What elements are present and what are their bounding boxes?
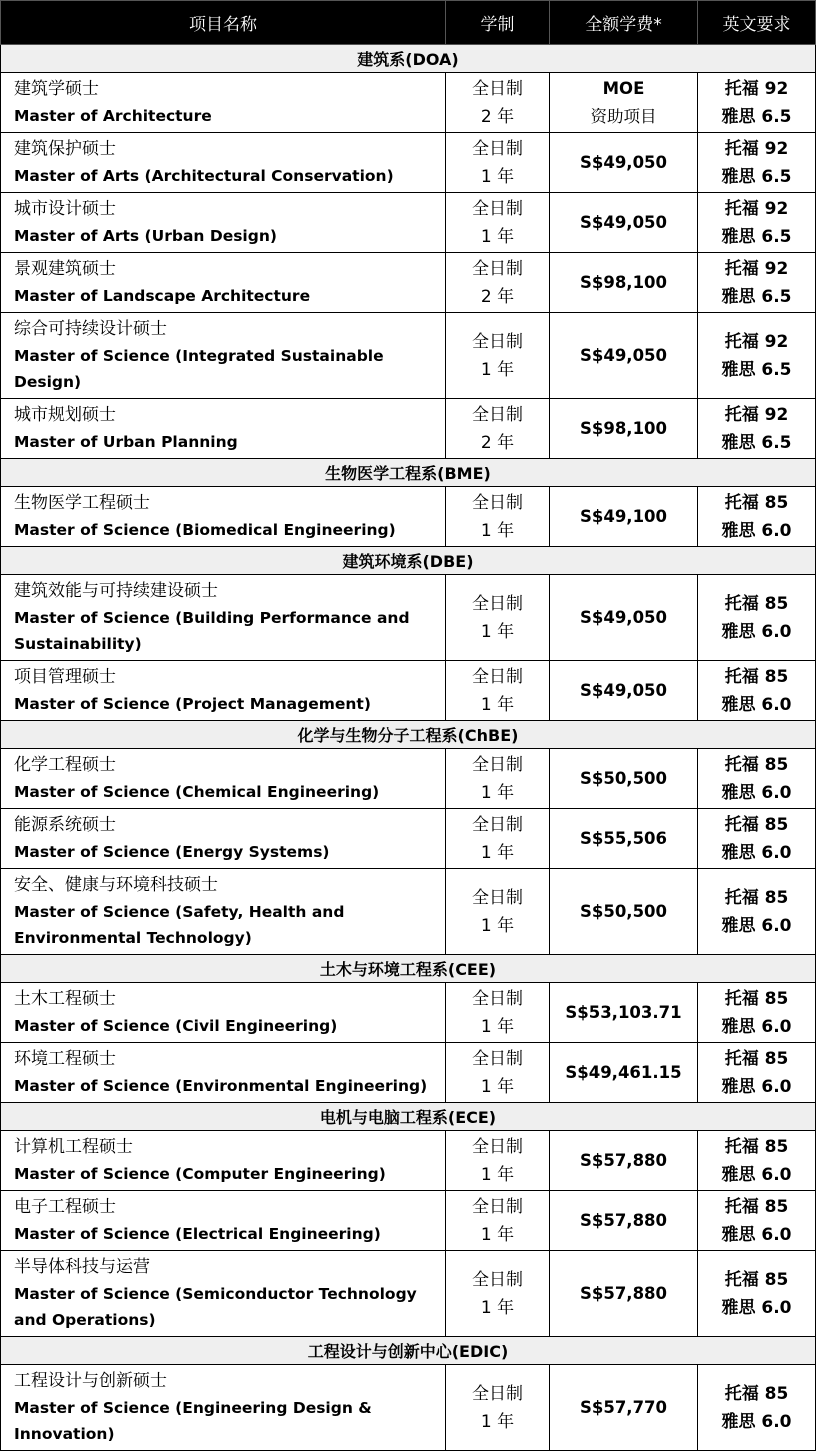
program-name-cell: [1, 399, 446, 459]
program-name-chinese: 工程设计与创新硕士: [14, 1371, 167, 1391]
english-requirement-cell: [698, 1251, 816, 1337]
table-body: [1, 45, 816, 1451]
program-name-english: Master of Science (Semiconductor Technology and Operations): [14, 1285, 417, 1329]
program-name-cell: [1, 73, 446, 133]
study-duration: 1 年: [480, 1297, 515, 1318]
program-name-english: Master of Urban Planning: [14, 433, 238, 451]
study-duration: 1 年: [480, 842, 515, 863]
study-mode-cell: [446, 809, 550, 869]
tuition-fee-cell: [550, 869, 698, 955]
program-name-chinese: 电子工程硕士: [14, 1197, 116, 1217]
department-title: 电机与电脑工程系(ECE): [1, 1103, 816, 1131]
tuition-fee-note: MOE: [602, 78, 645, 98]
tuition-fee-value: S$57,880: [579, 1210, 668, 1230]
program-name-english: Master of Science (Biomedical Engineering): [14, 521, 396, 539]
toefl-requirement: 托福 85: [724, 492, 789, 513]
study-mode-cell: [446, 1191, 550, 1251]
toefl-requirement: 托福 85: [724, 593, 789, 614]
program-name-cell: [1, 1131, 446, 1191]
header-study-mode: 学制: [446, 1, 550, 45]
study-duration: 1 年: [480, 226, 515, 247]
section-header-row: [1, 721, 816, 749]
program-name-chinese: 能源系统硕士: [14, 815, 116, 835]
study-mode-cell: [446, 487, 550, 547]
table-row: [1, 749, 816, 809]
tuition-fee-value: S$49,050: [579, 680, 668, 700]
toefl-requirement: 托福 92: [724, 331, 789, 352]
study-mode-cell: [446, 983, 550, 1043]
study-mode: 全日制: [472, 404, 523, 425]
program-name-cell: [1, 253, 446, 313]
tuition-fee-value: S$50,500: [579, 901, 668, 921]
study-mode-cell: [446, 73, 550, 133]
study-duration: 1 年: [480, 1411, 515, 1432]
program-name-chinese: 建筑效能与可持续建设硕士: [14, 581, 218, 601]
section-header-row: [1, 1103, 816, 1131]
english-requirement-cell: [698, 809, 816, 869]
ielts-requirement: 雅思 6.0: [721, 694, 792, 715]
toefl-requirement: 托福 85: [724, 1269, 789, 1290]
program-name-english: Master of Science (Safety, Health and Environmental Technology): [14, 903, 345, 947]
table-row: [1, 661, 816, 721]
tuition-fee-value: S$57,880: [579, 1150, 668, 1170]
study-mode: 全日制: [472, 1383, 523, 1404]
program-name-cell: [1, 487, 446, 547]
program-name-cell: [1, 1365, 446, 1451]
program-name-english: Master of Science (Electrical Engineering): [14, 1225, 381, 1243]
study-mode: 全日制: [472, 988, 523, 1009]
english-requirement-cell: [698, 1043, 816, 1103]
program-name-chinese: 土木工程硕士: [14, 989, 116, 1009]
toefl-requirement: 托福 92: [724, 138, 789, 159]
tuition-fee-value: S$49,050: [579, 607, 668, 627]
study-mode: 全日制: [472, 1136, 523, 1157]
study-mode: 全日制: [472, 138, 523, 159]
study-mode-cell: [446, 313, 550, 399]
study-duration: 1 年: [480, 915, 515, 936]
toefl-requirement: 托福 85: [724, 1048, 789, 1069]
study-mode: 全日制: [472, 1269, 523, 1290]
department-title: 生物医学工程系(BME): [1, 459, 816, 487]
ielts-requirement: 雅思 6.0: [721, 1016, 792, 1037]
program-name-cell: [1, 983, 446, 1043]
toefl-requirement: 托福 85: [724, 887, 789, 908]
tuition-fee-cell: [550, 73, 698, 133]
study-mode: 全日制: [472, 1048, 523, 1069]
toefl-requirement: 托福 85: [724, 988, 789, 1009]
program-name-english: Master of Landscape Architecture: [14, 287, 311, 305]
ielts-requirement: 雅思 6.0: [721, 520, 792, 541]
header-full-tuition: 全额学费*: [550, 1, 698, 45]
program-name-chinese: 建筑保护硕士: [14, 139, 116, 159]
english-requirement-cell: [698, 1191, 816, 1251]
study-mode-cell: [446, 1131, 550, 1191]
section-header-row: [1, 45, 816, 73]
program-name-cell: [1, 313, 446, 399]
tuition-fee-value: S$49,050: [579, 152, 668, 172]
program-name-chinese: 化学工程硕士: [14, 755, 116, 775]
study-mode-cell: [446, 575, 550, 661]
ielts-requirement: 雅思 6.0: [721, 1224, 792, 1245]
tuition-fee-cell: [550, 253, 698, 313]
table-row: [1, 809, 816, 869]
program-name-chinese: 半导体科技与运营: [14, 1257, 150, 1277]
study-mode: 全日制: [472, 754, 523, 775]
study-mode-cell: [446, 193, 550, 253]
english-requirement-cell: [698, 1131, 816, 1191]
tuition-fee-cell: [550, 749, 698, 809]
study-duration: 1 年: [480, 621, 515, 642]
program-name-english: Master of Science (Civil Engineering): [14, 1017, 338, 1035]
tuition-fee-cell: [550, 1191, 698, 1251]
table-row: [1, 253, 816, 313]
tuition-fee-value: S$57,770: [579, 1397, 668, 1417]
study-mode: 全日制: [472, 331, 523, 352]
english-requirement-cell: [698, 399, 816, 459]
study-mode: 全日制: [472, 258, 523, 279]
tuition-fee-cell: [550, 133, 698, 193]
study-duration: 1 年: [480, 359, 515, 380]
ielts-requirement: 雅思 6.5: [721, 286, 792, 307]
toefl-requirement: 托福 85: [724, 1196, 789, 1217]
program-name-english: Master of Science (Building Performance and Sustainability): [14, 609, 410, 653]
study-mode-cell: [446, 133, 550, 193]
table-row: [1, 869, 816, 955]
ielts-requirement: 雅思 6.0: [721, 1297, 792, 1318]
study-mode-cell: [446, 399, 550, 459]
program-name-chinese: 生物医学工程硕士: [14, 493, 150, 513]
program-name-cell: [1, 1043, 446, 1103]
header-program-name: 项目名称: [1, 1, 446, 45]
program-name-chinese: 城市规划硕士: [14, 405, 116, 425]
toefl-requirement: 托福 85: [724, 1136, 789, 1157]
program-name-english: Master of Arts (Architectural Conservation): [14, 167, 394, 185]
tuition-fee-cell: [550, 575, 698, 661]
tuition-fee-cell: [550, 1043, 698, 1103]
toefl-requirement: 托福 85: [724, 754, 789, 775]
program-name-cell: [1, 869, 446, 955]
study-mode-cell: [446, 253, 550, 313]
table-row: [1, 313, 816, 399]
tuition-fee-value: S$55,506: [579, 828, 668, 848]
study-mode: 全日制: [472, 814, 523, 835]
section-header-row: [1, 459, 816, 487]
program-name-english: Master of Science (Engineering Design & Innovation): [14, 1399, 372, 1443]
program-name-chinese: 安全、健康与环境科技硕士: [14, 875, 218, 895]
program-name-english: Master of Science (Project Management): [14, 695, 371, 713]
tuition-fee-cell: [550, 661, 698, 721]
english-requirement-cell: [698, 73, 816, 133]
program-name-english: Master of Science (Computer Engineering): [14, 1165, 386, 1183]
tuition-fee-cell: [550, 487, 698, 547]
program-name-english: Master of Science (Chemical Engineering): [14, 783, 380, 801]
tuition-fee-value: S$50,500: [579, 768, 668, 788]
table-row: [1, 983, 816, 1043]
tuition-fee-cell: [550, 809, 698, 869]
tuition-fee-cell: [550, 983, 698, 1043]
english-requirement-cell: [698, 661, 816, 721]
section-header-row: [1, 547, 816, 575]
tuition-fee-value: S$57,880: [579, 1283, 668, 1303]
tuition-fee-cell: [550, 399, 698, 459]
toefl-requirement: 托福 92: [724, 404, 789, 425]
tuition-fee-value: S$49,050: [579, 345, 668, 365]
tuition-fee-value: S$49,050: [579, 212, 668, 232]
study-duration: 1 年: [480, 520, 515, 541]
toefl-requirement: 托福 92: [724, 258, 789, 279]
table-row: [1, 1043, 816, 1103]
study-duration: 1 年: [480, 782, 515, 803]
department-title: 建筑环境系(DBE): [1, 547, 816, 575]
toefl-requirement: 托福 85: [724, 666, 789, 687]
study-mode-cell: [446, 661, 550, 721]
tuition-fee-cell: [550, 1251, 698, 1337]
tuition-fee-cell: [550, 313, 698, 399]
toefl-requirement: 托福 85: [724, 1383, 789, 1404]
study-mode: 全日制: [472, 78, 523, 99]
program-name-english: Master of Science (Energy Systems): [14, 843, 330, 861]
study-mode: 全日制: [472, 593, 523, 614]
study-duration: 2 年: [480, 106, 515, 127]
ielts-requirement: 雅思 6.0: [721, 915, 792, 936]
table-row: [1, 1191, 816, 1251]
program-name-english: Master of Arts (Urban Design): [14, 227, 277, 245]
program-name-cell: [1, 193, 446, 253]
section-header-row: [1, 955, 816, 983]
program-name-chinese: 环境工程硕士: [14, 1049, 116, 1069]
ielts-requirement: 雅思 6.5: [721, 106, 792, 127]
program-name-chinese: 城市设计硕士: [14, 199, 116, 219]
english-requirement-cell: [698, 487, 816, 547]
department-title: 化学与生物分子工程系(ChBE): [1, 721, 816, 749]
ielts-requirement: 雅思 6.5: [721, 359, 792, 380]
table-row: [1, 133, 816, 193]
program-name-cell: [1, 1251, 446, 1337]
study-mode: 全日制: [472, 887, 523, 908]
table-row: [1, 193, 816, 253]
tuition-fee-cell: [550, 1365, 698, 1451]
program-name-cell: [1, 749, 446, 809]
english-requirement-cell: [698, 193, 816, 253]
study-mode-cell: [446, 749, 550, 809]
ielts-requirement: 雅思 6.0: [721, 1411, 792, 1432]
study-mode: 全日制: [472, 198, 523, 219]
study-mode: 全日制: [472, 1196, 523, 1217]
program-name-chinese: 景观建筑硕士: [14, 259, 116, 279]
table-row: [1, 1131, 816, 1191]
toefl-requirement: 托福 85: [724, 814, 789, 835]
toefl-requirement: 托福 92: [724, 198, 789, 219]
program-name-cell: [1, 133, 446, 193]
ielts-requirement: 雅思 6.0: [721, 782, 792, 803]
program-name-chinese: 计算机工程硕士: [14, 1137, 133, 1157]
program-name-chinese: 项目管理硕士: [14, 667, 116, 687]
program-name-cell: [1, 575, 446, 661]
study-duration: 1 年: [480, 166, 515, 187]
english-requirement-cell: [698, 983, 816, 1043]
ielts-requirement: 雅思 6.0: [721, 621, 792, 642]
table-header-row: [1, 1, 816, 45]
ielts-requirement: 雅思 6.0: [721, 1164, 792, 1185]
table-row: [1, 73, 816, 133]
study-mode: 全日制: [472, 666, 523, 687]
tuition-fee-value: S$53,103.71: [565, 1002, 682, 1022]
ielts-requirement: 雅思 6.5: [721, 166, 792, 187]
program-name-cell: [1, 809, 446, 869]
study-duration: 2 年: [480, 286, 515, 307]
ielts-requirement: 雅思 6.5: [721, 226, 792, 247]
study-duration: 1 年: [480, 694, 515, 715]
table-row: [1, 1365, 816, 1451]
study-duration: 2 年: [480, 432, 515, 453]
study-duration: 1 年: [480, 1164, 515, 1185]
english-requirement-cell: [698, 313, 816, 399]
tuition-fee-value: S$98,100: [579, 418, 668, 438]
english-requirement-cell: [698, 1365, 816, 1451]
program-name-cell: [1, 1191, 446, 1251]
table-row: [1, 487, 816, 547]
program-name-english: Master of Science (Environmental Engineering): [14, 1077, 428, 1095]
ielts-requirement: 雅思 6.0: [721, 1076, 792, 1097]
program-name-english: Master of Architecture: [14, 107, 212, 125]
english-requirement-cell: [698, 869, 816, 955]
program-name-cell: [1, 661, 446, 721]
header-english-requirement: 英文要求: [698, 1, 816, 45]
toefl-requirement: 托福 92: [724, 78, 789, 99]
study-mode-cell: [446, 1365, 550, 1451]
english-requirement-cell: [698, 133, 816, 193]
table-row: [1, 399, 816, 459]
ielts-requirement: 雅思 6.0: [721, 842, 792, 863]
tuition-fee-cell: [550, 193, 698, 253]
ielts-requirement: 雅思 6.5: [721, 432, 792, 453]
table-row: [1, 575, 816, 661]
department-title: 工程设计与创新中心(EDIC): [1, 1337, 816, 1365]
program-name-chinese: 综合可持续设计硕士: [14, 319, 167, 339]
study-mode-cell: [446, 869, 550, 955]
section-header-row: [1, 1337, 816, 1365]
table-row: [1, 1251, 816, 1337]
tuition-fee-value: S$98,100: [579, 272, 668, 292]
study-mode-cell: [446, 1043, 550, 1103]
study-duration: 1 年: [480, 1076, 515, 1097]
department-title: 土木与环境工程系(CEE): [1, 955, 816, 983]
study-duration: 1 年: [480, 1224, 515, 1245]
study-mode-cell: [446, 1251, 550, 1337]
department-title: 建筑系(DOA): [1, 45, 816, 73]
english-requirement-cell: [698, 575, 816, 661]
program-name-chinese: 建筑学硕士: [14, 79, 99, 99]
program-name-english: Master of Science (Integrated Sustainable Design): [14, 347, 384, 391]
english-requirement-cell: [698, 749, 816, 809]
study-duration: 1 年: [480, 1016, 515, 1037]
english-requirement-cell: [698, 253, 816, 313]
tuition-fee-note-detail: 资助项目: [590, 106, 657, 126]
tuition-fee-value: S$49,461.15: [565, 1062, 682, 1082]
tuition-fee-cell: [550, 1131, 698, 1191]
tuition-fee-value: S$49,100: [579, 506, 668, 526]
study-mode: 全日制: [472, 492, 523, 513]
